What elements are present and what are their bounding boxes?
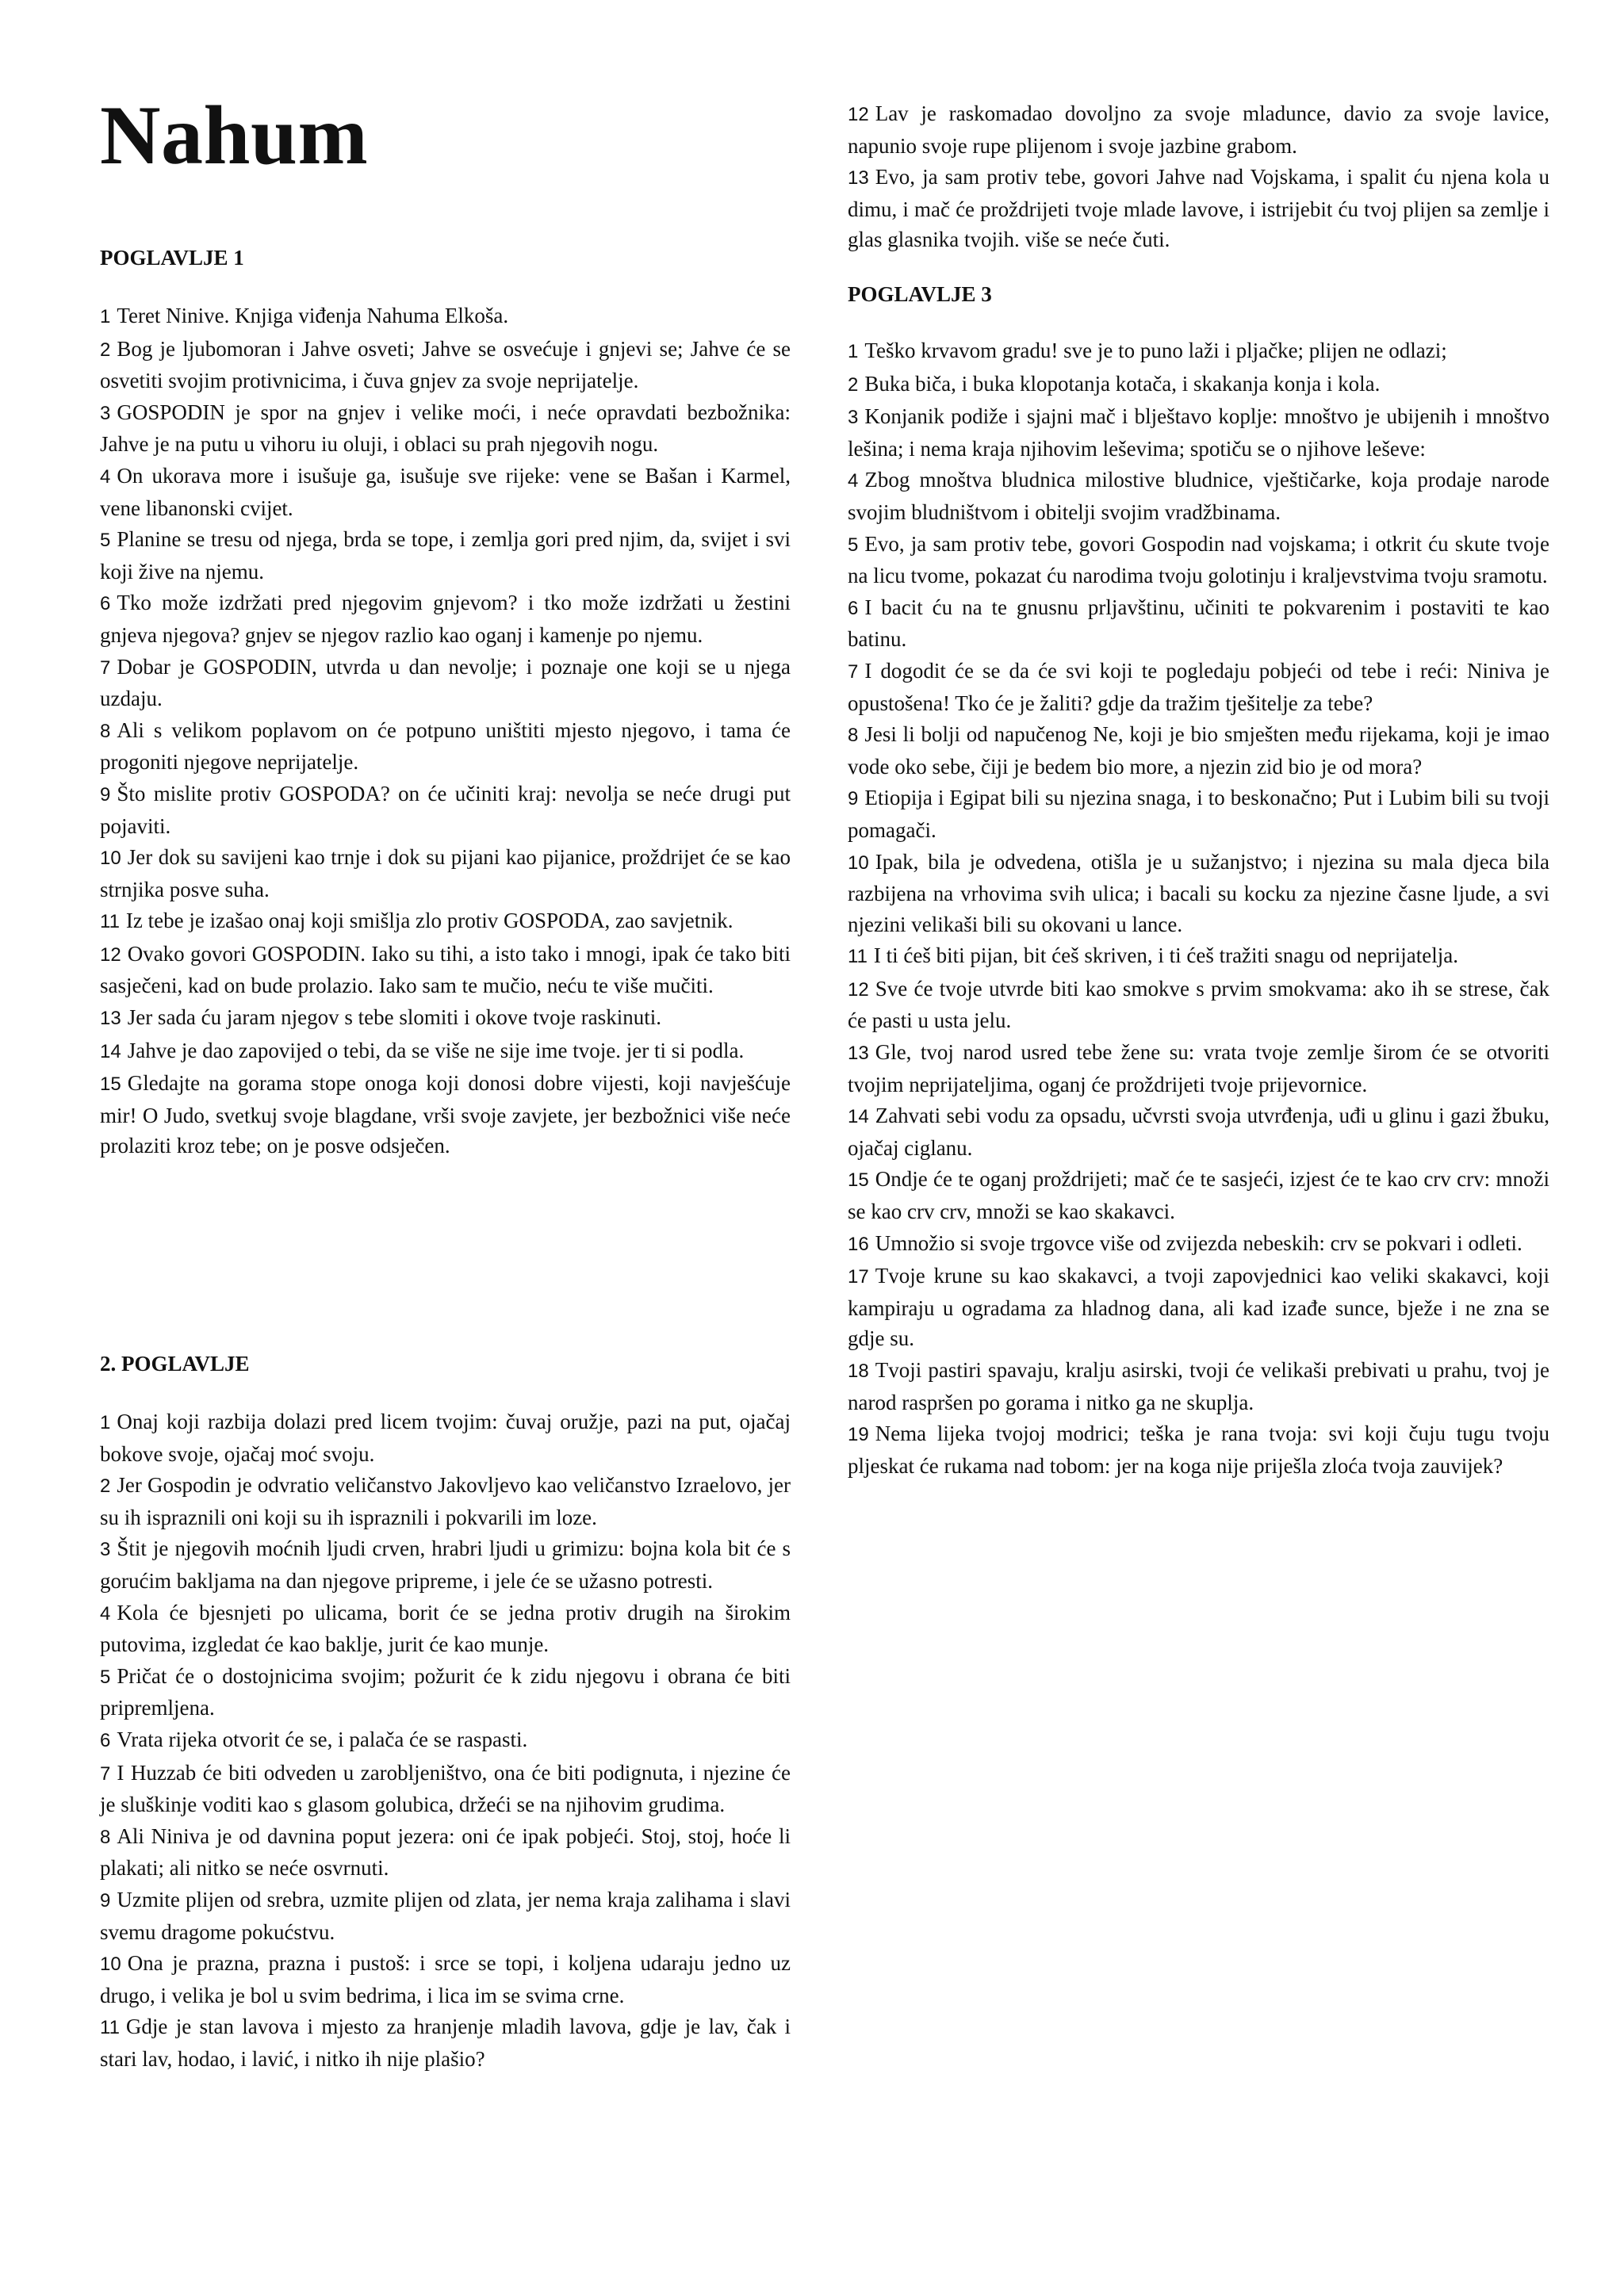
verse-number: 11 <box>100 911 120 933</box>
verse <box>100 939 791 1001</box>
verse-text: Bog je ljubomoran i Jahve osveti; Jahve se osvećuje i gnjevi se; Jahve će se osvetiti svojim protivnicima, i čuva gnjev za svoje neprijatelje. <box>100 336 791 393</box>
verse-number: 2 <box>848 373 859 396</box>
verse <box>848 783 1549 845</box>
verse <box>100 2011 791 2074</box>
verse-text: I ti ćeš biti pijan, bit ćeš skriven, i ti ćeš tražiti snagu od neprijatelja. <box>873 943 1458 968</box>
verse-text: Ali s velikom poplavom on će potpuno uništiti mjesto njegovo, i tama će progoniti njegove neprijatelje. <box>100 718 791 775</box>
verse-number: 12 <box>848 978 869 1001</box>
verse-text: On ukorava more i isušuje ga, isušuje sve rijeke: vene se Bašan i Karmel, vene libanonski cvijet. <box>100 463 791 520</box>
verse <box>848 940 1549 973</box>
verse-text: Planine se tresu od njega, brda se tope, i zemlja gori pred njim, da, svijet i svi koji žive na njemu. <box>100 527 791 584</box>
verse <box>100 1406 791 1469</box>
verse <box>100 1533 791 1596</box>
verse-number: 16 <box>848 1233 869 1255</box>
verse-number: 7 <box>100 1762 111 1785</box>
verse-number: 19 <box>848 1424 869 1446</box>
verse-text: Lav je raskomadao dovoljno za svoje mladunce, davio za svoje lavice, napunio svoje rupe plijenom i svoje jazbine grabom. <box>848 101 1549 158</box>
verse <box>848 401 1549 464</box>
verse <box>100 461 791 523</box>
verse-number: 5 <box>100 1666 111 1688</box>
verse-number: 10 <box>100 1954 121 1976</box>
verse-text: Onaj koji razbija dolazi pred licem tvojim: čuvaj oružje, pazi na put, ojačaj bokove svoje, ojačaj moć svoju. <box>100 1410 791 1466</box>
verse-number: 10 <box>100 848 121 870</box>
verse-number: 11 <box>100 2017 120 2039</box>
verse <box>848 974 1549 1036</box>
verse-text: Nema lijeka tvojoj modrici; teška je rana tvoja: svi koji čuju tugu tvoju pljeskat će rukama nad tobom: jer na koga nije priješla zloća tvoja zauvijek? <box>848 1422 1549 1478</box>
verse <box>100 300 791 333</box>
verse-text: I dogodit će se da će svi koji te pogledaju pobjeći od tebe i reći: Niniva je opustošena! Tko će je žaliti? gdje da tražim tješitelje za tebe? <box>848 658 1549 715</box>
verse-number: 12 <box>848 104 869 125</box>
verse-text: Buka biča, i buka klopotanja kotača, i skakanja konja i kola. <box>864 371 1381 396</box>
verse-number: 2 <box>100 1475 111 1498</box>
verse-text: Konjanik podiže i sjajni mač i blještavo koplje: mnoštvo je ubijenih i mnoštvo lešina; i nema kraja njihovim leševima; spotiču se o njihove leševe: <box>848 404 1549 461</box>
verse-number: 7 <box>100 656 111 679</box>
verse-number: 15 <box>848 1169 869 1192</box>
verse <box>848 1164 1549 1226</box>
verse <box>848 1037 1549 1100</box>
verse-number: 7 <box>848 660 859 683</box>
verse <box>848 1355 1549 1418</box>
verse-number: 6 <box>848 597 859 619</box>
verse-text: Zahvati sebi vodu za opsadu, učvrsti svoja utvrđenja, uđi u glinu i gazi žbuku, ojačaj ciglanu. <box>848 1104 1549 1160</box>
verse <box>100 397 791 460</box>
verse-number: 13 <box>100 1008 121 1030</box>
verse <box>100 1470 791 1533</box>
verse <box>100 652 791 714</box>
verse-number: 12 <box>100 943 121 966</box>
verse-number: 10 <box>848 851 869 874</box>
verse-number: 4 <box>100 1602 111 1624</box>
verse-number: 3 <box>100 402 111 424</box>
verse <box>100 1598 791 1660</box>
verse-number: 2 <box>100 339 111 361</box>
verse-number: 1 <box>848 341 859 362</box>
verse-text: Sve će tvoje utvrde biti kao smokve s prvim smokvama: ako ih se strese, čak će pasti u usta jelu. <box>848 976 1549 1033</box>
verse-text: Kola će bjesnjeti po ulicama, borit će se jedna protiv drugih na širokim putovima, izgledat će kao baklje, jurit će kao munje. <box>100 1600 791 1657</box>
verse-text: I bacit ću na te gnusnu prljavštinu, učiniti te pokvarenim i postaviti te kao batinu. <box>848 595 1549 652</box>
verse-number: 1 <box>100 1412 111 1433</box>
chapter-3 <box>848 281 1549 1482</box>
verse-number: 9 <box>848 788 859 810</box>
verse-number: 14 <box>848 1106 869 1128</box>
verse-number: 3 <box>100 1539 111 1561</box>
verse-text: Tvoje krune su kao skakavci, a tvoji zapovjednici kao veliki skakavci, koji kampiraju u ogradama za hladnog dana, ali kad izađe sunce, bježe i ne zna se gdje su. <box>848 1264 1549 1351</box>
verse-text: GOSPODIN je spor na gnjev i velike moći, i neće opravdati bezbožnika: Jahve je na putu u vihoru iu oluji, i oblaci su prah njegovih nogu. <box>100 400 791 457</box>
verse <box>100 1948 791 2011</box>
verse-number: 9 <box>100 1889 111 1911</box>
verse-number: 6 <box>100 1729 111 1751</box>
verse-text: Tvoji pastiri spavaju, kralju asirski, tvoji će velikaši prebivati u prahu, tvoj je narod raspršen po gorama i nitko ga ne skuplja. <box>848 1358 1549 1414</box>
verse <box>848 1261 1549 1354</box>
verse-text: Što mislite protiv GOSPODA? on će učiniti kraj: nevolja se neće drugi put pojaviti. <box>100 781 791 838</box>
chapter-2-heading: 2. POGLAVLJE <box>100 1352 250 1376</box>
verse-text: Štit je njegovih moćnih ljudi crven, hrabri ljudi u grimizu: bojna kola bit će s gorućim bakljama na dan njegove pripreme, i jele će se užasno potresti. <box>100 1536 791 1593</box>
verse-text: I Huzzab će biti odveden u zarobljeništvo, ona će biti podignuta, i njezine će je sluškinje voditi kao s glasom golubica, držeći se na njihovim grudima. <box>100 1760 791 1817</box>
verse-text: Ali Niniva je od davnina poput jezera: oni će ipak pobjeći. Stoj, stoj, hoće li plakati; ali nitko se neće osvrnuti. <box>100 1823 791 1881</box>
verse <box>848 847 1549 940</box>
verse-number: 11 <box>848 946 868 968</box>
verse-number: 8 <box>848 725 859 747</box>
verse-text: Jer Gospodin je odvratio veličanstvo Jakovljevo kao veličanstvo Izraelovo, jer su ih ispraznili oni koji su ih ispraznili i pokvarili im loze. <box>100 1473 791 1529</box>
verse-text: Teret Ninive. Knjiga viđenja Nahuma Elkoša. <box>117 304 509 327</box>
verse <box>848 98 1549 161</box>
verse-text: Jer dok su savijeni kao trnje i dok su pijani kao pijanice, proždrijet će se kao strnjika posve suha. <box>100 845 791 901</box>
verse <box>100 1821 791 1884</box>
verse-number: 18 <box>848 1360 869 1382</box>
verse-number: 9 <box>100 783 111 806</box>
chapter-1-verses <box>100 300 791 1161</box>
verse <box>848 656 1549 718</box>
verse-text: Vrata rijeka otvorit će se, i palača će se raspasti. <box>117 1727 528 1751</box>
verse-number: 4 <box>848 470 859 492</box>
chapter-1 <box>100 244 791 1162</box>
book-title: Nahum <box>100 89 369 182</box>
verse <box>100 715 791 778</box>
verse-text: Ovako govori GOSPODIN. Iako su tihi, a isto tako i mnogi, ipak će tako biti sasječeni, kad on bude prolazio. Iako sam te mučio, neću te više mučiti. <box>100 941 791 998</box>
verse <box>100 587 791 650</box>
verse-text: Pričat će o dostojnicima svojim; požurit će k zidu njegovu i obrana će biti pripremljena. <box>100 1663 791 1720</box>
verse <box>848 529 1549 591</box>
verse <box>100 1885 791 1947</box>
verse-number: 4 <box>100 465 111 488</box>
verse <box>848 1100 1549 1163</box>
verse-number: 13 <box>848 1043 869 1065</box>
verse <box>100 1661 791 1724</box>
verse-text: Etiopija i Egipat bili su njezina snaga, i to beskonačno; Put i Lubim bili su tvoji pomagači. <box>848 786 1549 842</box>
verse <box>848 162 1549 255</box>
chapter-3-verses <box>848 335 1549 1481</box>
verse <box>100 779 791 841</box>
verse-text: Tko može izdržati pred njegovim gnjevom? i tko može izdržati u žestini gnjeva njegova? gnjev se njegov razlio kao oganj i kamenje po njemu. <box>100 591 791 647</box>
chapter-2-verses-part-1 <box>100 1406 791 2074</box>
verse-number: 8 <box>100 720 111 742</box>
verse-text: Ondje će te oganj proždrijeti; mač će te sasjeći, izjest će te kao crv crv: množi se kao crv crv, množi se kao skakavci. <box>848 1167 1549 1224</box>
verse <box>100 842 791 905</box>
verse-number: 15 <box>100 1073 121 1096</box>
chapter-1-heading: POGLAVLJE 1 <box>100 246 244 270</box>
verse <box>848 592 1549 655</box>
verse-text: Jesi li bolji od napučenog Ne, koji je bio smješten među rijekama, koji je imao vode oko sebe, čiji je bedem bio more, a njezin zid bio je od mora? <box>848 722 1549 779</box>
verse <box>848 1228 1549 1261</box>
verse-number: 3 <box>848 407 859 429</box>
verse-text: Zbog mnoštva bludnica milostive bludnice, vještičarke, koja prodaje narode svojim bludništvom i obitelji svojim vradžbinama. <box>848 468 1549 524</box>
verse <box>100 1724 791 1757</box>
verse <box>848 335 1549 368</box>
verse <box>848 465 1549 527</box>
verse-text: Umnožio si svoje trgovce više od zvijezda nebeskih: crv se pokvari i odleti. <box>875 1230 1522 1255</box>
verse-text: Evo, ja sam protiv tebe, govori Jahve nad Vojskama, i spalit ću njena kola u dimu, i mač će proždrijeti tvoje mlade lavove, i istrijebit ću tvoj plijen sa zemlje i glas glasnika tvojih. više se neće čuti. <box>848 165 1549 252</box>
verse-text: Gledajte na gorama stope onoga koji donosi dobre vijesti, koji navješćuje mir! O Judo, svetkuj svoje blagdane, vrši svoje zavjete, jer bezbožnici više neće prolaziti kroz tebe; on je posve odsječen. <box>100 1071 791 1158</box>
verse <box>100 905 791 938</box>
verse-text: Ona je prazna, prazna i pustoš: i srce se topi, i koljena udaraju jedno uz drugo, i velika je bol u svim bedrima, i lica im se svima crne. <box>100 1951 791 2007</box>
verse-text: Evo, ja sam protiv tebe, govori Gospodin nad vojskama; i otkrit ću skute tvoje na licu tvome, pokazat ću narodima tvoju golotinju i kraljevstvima tvoju sramotu. <box>848 531 1549 588</box>
verse <box>848 369 1549 401</box>
chapter-3-heading: POGLAVLJE 3 <box>848 282 992 306</box>
verse <box>100 1068 791 1161</box>
verse-number: 13 <box>848 167 869 189</box>
verse-number: 14 <box>100 1040 121 1062</box>
verse-text: Dobar je GOSPODIN, utvrda u dan nevolje; i poznaje one koji se u njega uzdaju. <box>100 654 791 711</box>
verse <box>848 1418 1549 1481</box>
verse-text: Iz tebe je izašao onaj koji smišlja zlo protiv GOSPODA, zao savjetnik. <box>125 909 733 933</box>
verse-text: Jer sada ću jaram njegov s tebe slomiti i okove tvoje raskinuti. <box>127 1005 662 1030</box>
verse <box>100 1002 791 1035</box>
verse <box>100 524 791 587</box>
verse <box>100 1035 791 1068</box>
verse-text: Gdje je stan lavova i mjesto za hranjenje mladih lavova, gdje je lav, čak i stari lav, hodao, i lavić, i nitko ih nije plašio? <box>100 2015 791 2071</box>
chapter-2-continued <box>848 98 1549 256</box>
verse <box>848 719 1549 782</box>
verse-number: 1 <box>100 306 111 327</box>
verse-text: Teško krvavom gradu! sve je to puno laži i pljačke; plijen ne odlazi; <box>864 339 1447 362</box>
verse-text: Uzmite plijen od srebra, uzmite plijen od zlata, jer nema kraja zalihama i slavi svemu dragome pokućstvu. <box>100 1887 791 1944</box>
verse-text: Jahve je dao zapovijed o tebi, da se više ne sije ime tvoje. jer ti si podla. <box>127 1038 745 1062</box>
verse-text: Ipak, bila je odvedena, otišla je u sužanjstvo; i njezina su mala djeca bila razbijena na vrhovima svih ulica; i bacali su kocku za njezine časne ljude, a svi njezini velikaši bili su okovani u lance. <box>848 849 1549 936</box>
verse <box>100 334 791 396</box>
verse-number: 5 <box>848 534 859 556</box>
verse-number: 5 <box>100 530 111 552</box>
chapter-2 <box>100 1350 791 2075</box>
verse-text: Gle, tvoj narod usred tebe žene su: vrata tvoje zemlje širom će se otvoriti tvojim neprijateljima, oganj će proždrijeti tvoje prijevornice. <box>848 1040 1549 1096</box>
verse <box>100 1758 791 1820</box>
verse-number: 17 <box>848 1266 869 1288</box>
verse-number: 8 <box>100 1826 111 1848</box>
verse-number: 6 <box>100 593 111 615</box>
